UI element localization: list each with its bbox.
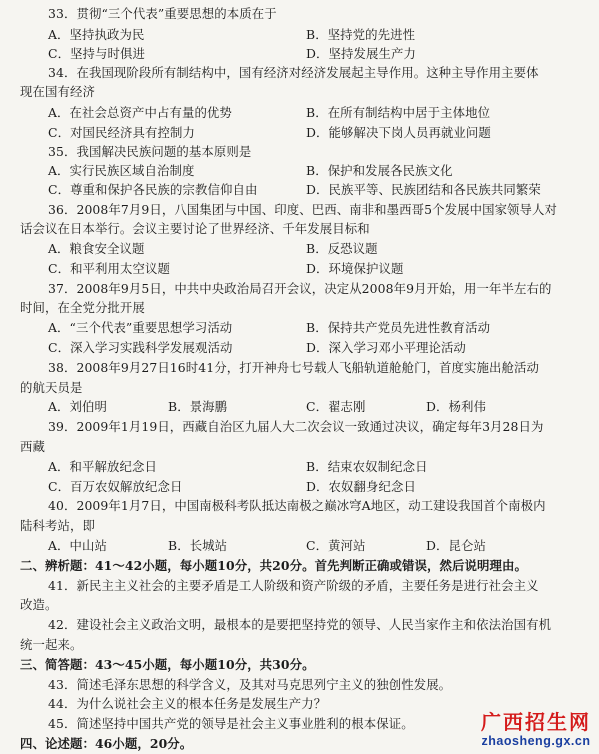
text-line: B．保持共产党员先进性教育活动 [306,320,491,336]
text-line: D．农奴翻身纪念日 [306,478,416,494]
text-line: 45．简述坚持中国共产党的领导是社会主义事业胜利的根本保证。 [48,716,414,732]
text-line: C．翟志刚 [306,399,366,415]
text-line: 40．2009年1月7日，中国南极科考队抵达南极之巅冰穹A地区，动工建设我国首个南极内 [48,498,546,514]
text-line: 39．2009年1月19日，西藏自治区九届人大二次会议一致通过决议，确定每年3月28日为 [48,419,544,435]
text-line: A．实行民族区域自治制度 [48,162,195,178]
text-line: D．深入学习邓小平理论活动 [306,339,466,355]
text-line: D．昆仑站 [426,537,486,553]
text-line: 33．贯彻“三个代表”重要思想的本质在于 [48,6,277,21]
text-line: D．环境保护议题 [306,260,404,276]
text-line: 37．2008年9月5日，中共中央政治局召开会议，决定从2008年9月开始，用一年半左右的 [48,280,552,296]
text-line: 陆科考站，即 [20,518,95,534]
text-line: C．黄河站 [306,537,366,553]
text-line: C．百万农奴解放纪念日 [48,478,183,494]
text-line: 西藏 [20,438,45,454]
text-line: D．坚持发展生产力 [306,45,416,61]
text-line: B．反恐议题 [306,240,378,256]
text-line: A．粮食安全议题 [48,240,145,256]
text-line: 34．在我国现阶段所有制结构中，国有经济对经济发展起主导作用。这种主导作用主要体 [48,65,539,81]
text-line: 话会议在日本举行。会议主要讨论了世界经济、千年发展目标和 [20,221,370,236]
text-line: A．中山站 [48,537,108,553]
text-line: D．能够解决下岗人员再就业问题 [306,124,491,140]
section-heading: 二、辨析题：41～42小题，每小题10分，共20分。首先判断正确或错误，然后说明理由。 [20,557,527,573]
text-line: B．结束农奴制纪念日 [306,458,428,474]
text-line: B．坚持党的先进性 [306,26,416,42]
watermark-site-url: zhaosheng.gx.cn [481,734,591,748]
text-line: 的航天员是 [20,379,83,395]
text-line: C．坚持与时俱进 [48,45,146,61]
text-line: C．对国民经济具有控制力 [48,124,195,140]
text-line: A．坚持执政为民 [48,26,145,42]
site-watermark [481,712,591,748]
text-line: 44．为什么说社会主义的根本任务是发展生产力？ [48,696,327,712]
section-heading: 四、论述题：46小题，20分。 [20,736,193,751]
text-line: C．深入学习实践科学发展观活动 [48,339,233,355]
text-line: C．和平利用太空议题 [48,260,170,276]
text-line: 38．2008年9月27日16时41分，打开神舟七号载人飞船轨道舱舱门，首度实施出舱活动 [48,359,539,375]
text-line: A．和平解放纪念日 [48,458,157,474]
text-line: D．民族平等、民族团结和各民族共同繁荣 [306,182,541,198]
text-line: 改造。 [20,597,58,613]
text-line: B．在所有制结构中居于主体地位 [306,105,491,120]
text-line: 42．建设社会主义政治文明，最根本的是要把坚持党的领导、人民当家作主和依法治国有机 [48,617,552,633]
text-line: 现在国有经济 [20,84,95,100]
text-line: 43．简述毛泽东思想的科学含义，及其对马克思列宁主义的独创性发展。 [48,676,452,692]
text-line: 36．2008年7月9日，八国集团与中国、印度、巴西、南非和墨西哥5个发展中国家领导人对 [48,202,558,218]
text-line: C．尊重和保护各民族的宗教信仰自由 [48,182,258,198]
text-line: 统一起来。 [20,637,83,652]
text-line: A．“三个代表”重要思想学习活动 [48,320,233,336]
text-line: 35．我国解决民族问题的基本原则是 [48,143,252,159]
text-line: 41．新民主主义社会的主要矛盾是工人阶级和资产阶级的矛盾，主要任务是进行社会主义 [48,577,539,593]
text-line: 时间，在全党分批开展 [20,300,145,316]
watermark-site-name: 广西招生网 [481,712,591,734]
text-line: B．景海鹏 [168,399,228,415]
text-line: A．刘伯明 [48,399,108,415]
text-line: B．保护和发展各民族文化 [306,162,453,178]
text-line: A．在社会总资产中占有量的优势 [48,105,232,120]
section-heading: 三、简答题：43～45小题，每小题10分，共30分。 [20,656,315,672]
text-line: B．长城站 [168,537,228,553]
text-line: D．杨利伟 [426,399,486,415]
